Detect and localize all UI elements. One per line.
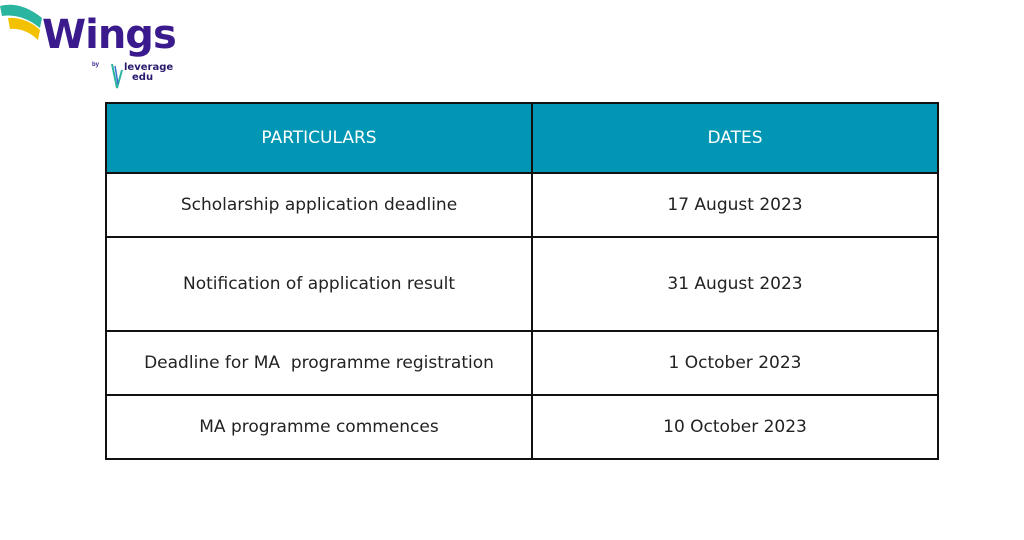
logo-brand: leverage edu xyxy=(124,62,174,83)
particular-cell: Scholarship application deadline xyxy=(106,173,532,237)
table-row xyxy=(106,173,938,237)
date-cell: 10 October 2023 xyxy=(532,395,938,459)
header-particulars: PARTICULARS xyxy=(106,103,532,173)
dates-table xyxy=(105,102,939,460)
table-row xyxy=(106,395,938,459)
date-cell: 31 August 2023 xyxy=(532,237,938,331)
particular-cell: Deadline for MA programme registration xyxy=(106,331,532,395)
wings-logo xyxy=(0,0,180,95)
date-cell: 17 August 2023 xyxy=(532,173,938,237)
logo-title: Wings xyxy=(42,12,176,58)
leverage-edu-icon xyxy=(110,64,124,90)
header-dates: DATES xyxy=(532,103,938,173)
date-cell: 1 October 2023 xyxy=(532,331,938,395)
particular-cell: MA programme commences xyxy=(106,395,532,459)
table-row xyxy=(106,331,938,395)
table-row xyxy=(106,237,938,331)
particular-cell: Notification of application result xyxy=(106,237,532,331)
logo-by: by xyxy=(92,62,100,68)
table-header-row xyxy=(106,103,938,173)
